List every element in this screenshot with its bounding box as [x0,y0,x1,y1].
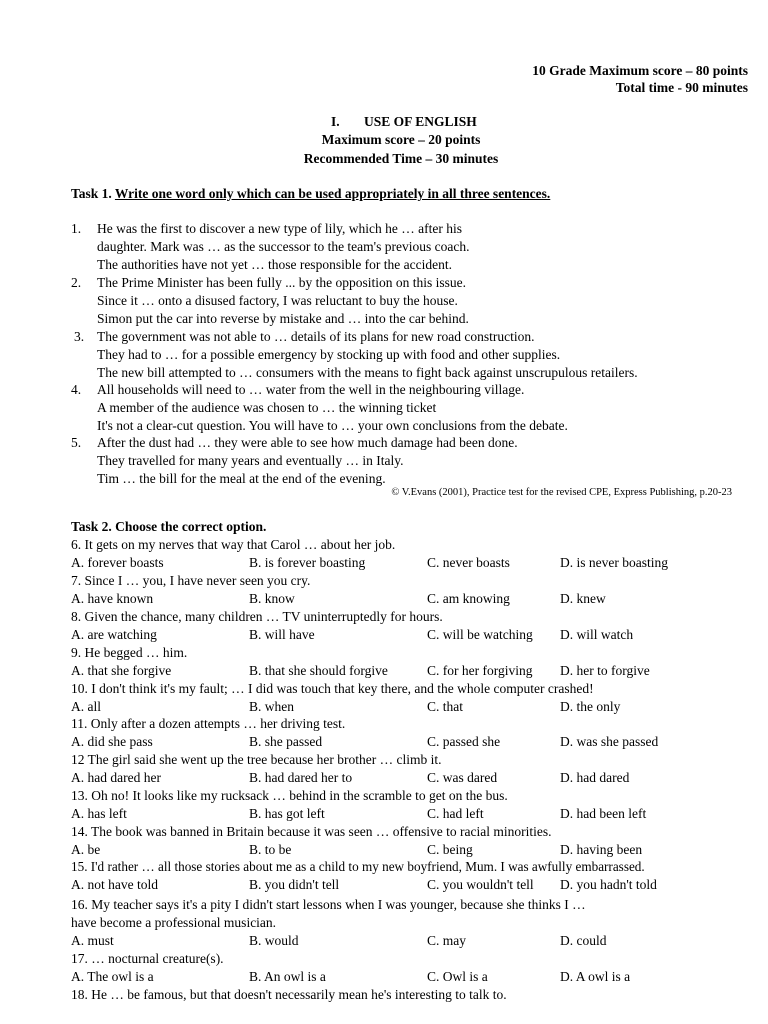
question-text: 14. The book was banned in Britain because it was seen … offensive to racial minorities. [71,824,552,839]
option-c: C. being [427,842,473,857]
question-text: 6. It gets on my nerves that way that Carol … about her job. [71,537,396,552]
section-title: USE OF ENGLISH [364,114,477,129]
section-time: Recommended Time – 30 minutes [303,151,499,166]
task1-item-line: He was the first to discover a new type of lily, which he … after his [97,221,463,236]
task1-item-number: 1. [71,221,82,236]
question-text: 17. … nocturnal creature(s). [71,951,224,966]
task1-item-line: The new bill attempted to … consumers with the means to fight back against unscrupulous retailers. [97,365,638,380]
question-text: 10. I don't think it's my fault; … I did was touch that key there, and the whole computer crashed! [71,681,594,696]
option-a: A. had dared her [71,770,161,785]
total-time-line: Total time - 90 minutes [615,80,748,95]
task1-item-line: A member of the audience was chosen to … the winning ticket [97,400,437,415]
question-text: 16. My teacher says it's a pity I didn't start lessons when I was younger, because she thinks I … [71,897,586,912]
option-c: C. may [427,933,466,948]
option-a: A. forever boasts [71,555,164,570]
option-c: C. Owl is a [427,969,488,984]
task1-item-line: After the dust had … they were able to see how much damage had been done. [97,435,518,450]
option-b: B. had dared her to [249,770,353,785]
option-b: B. would [249,933,299,948]
option-d: D. her to forgive [560,663,650,678]
option-b: B. know [249,591,295,606]
option-c: C. am knowing [427,591,510,606]
task1-item-line: Tim … the bill for the meal at the end of the evening. [97,471,386,486]
task1-item-line: Simon put the car into reverse by mistake and … into the car behind. [97,311,469,326]
option-c: C. had left [427,806,484,821]
task1-item-number: 4. [71,382,82,397]
section-max-score: Maximum score – 20 points [321,132,481,147]
option-b: B. you didn't tell [249,877,340,892]
option-b: B. when [249,699,294,714]
option-b: B. will have [249,627,315,642]
option-a: A. all [71,699,101,714]
question-text: 8. Given the chance, many children … TV uninterruptedly for hours. [71,609,443,624]
task1-item-line: Since it … onto a disused factory, I was reluctant to buy the house. [97,293,458,308]
question-text: 15. I'd rather … all those stories about me as a child to my new boyfriend, Mum. I was awfully embarrassed. [71,859,645,874]
option-d: D. the only [560,699,621,714]
grade-score-line: 10 Grade Maximum score – 80 points [532,63,748,78]
task1-item-number: 3. [74,329,85,344]
task1-item-line: The authorities have not yet … those responsible for the accident. [97,257,453,272]
task1-item-line: All households will need to … water from the well in the neighbouring village. [97,382,525,397]
option-c: C. for her forgiving [427,663,533,678]
option-d: D. had dared [560,770,630,785]
question-text: 7. Since I … you, I have never seen you cry. [71,573,311,588]
option-a: A. be [71,842,101,857]
task1-item-number: 5. [71,435,82,450]
option-c: C. that [427,699,463,714]
task1-item-number: 2. [71,275,82,290]
question-text: 18. He … be famous, but that doesn't necessarily mean he's interesting to talk to. [71,987,507,1002]
task1-item-line: The Prime Minister has been fully ... by the opposition on this issue. [97,275,466,290]
option-d: D. could [560,933,607,948]
option-a: A. did she pass [71,734,153,749]
option-d: D. will watch [560,627,634,642]
task1-item-line: The government was not able to … details of its plans for new road construction. [97,329,535,344]
option-a: A. has left [71,806,127,821]
question-text: 11. Only after a dozen attempts … her driving test. [71,716,346,731]
option-c: C. will be watching [427,627,533,642]
option-b: B. to be [249,842,292,857]
option-a: A. The owl is a [71,969,154,984]
section-numeral: I. [331,114,340,129]
option-d: D. is never boasting [560,555,668,570]
task1-instruction: Write one word only which can be used appropriately in all three sentences. [114,186,551,201]
question-text: 12 The girl said she went up the tree because her brother … climb it. [71,752,442,767]
source-credit: © V.Evans (2001), Practice test for the revised CPE, Express Publishing, p.20-23 [391,487,732,498]
question-text-continued: have become a professional musician. [71,915,277,930]
option-b: B. that she should forgive [249,663,388,678]
option-d: D. having been [560,842,643,857]
task1-label: Task 1. [71,186,112,201]
task1-item-line: It's not a clear-cut question. You will have to … your own conclusions from the debate. [97,418,568,433]
option-a: A. must [71,933,114,948]
option-d: D. you hadn't told [560,877,657,892]
option-d: D. knew [560,591,606,606]
option-a: A. are watching [71,627,157,642]
option-a: A. that she forgive [71,663,172,678]
option-d: D. A owl is a [560,969,631,984]
option-b: B. she passed [249,734,323,749]
question-text: 9. He begged … him. [71,645,188,660]
option-d: D. was she passed [560,734,659,749]
task1-item-line: They travelled for many years and eventually … in Italy. [97,453,404,468]
option-c: C. was dared [427,770,498,785]
question-text: 13. Oh no! It looks like my rucksack … behind in the scramble to get on the bus. [71,788,508,803]
task2-heading: Task 2. Choose the correct option. [71,519,267,534]
task1-heading [71,185,550,203]
option-a: A. not have told [71,877,158,892]
option-c: C. never boasts [427,555,510,570]
option-d: D. had been left [560,806,647,821]
option-c: C. you wouldn't tell [427,877,534,892]
option-c: C. passed she [427,734,501,749]
option-a: A. have known [71,591,154,606]
option-b: B. An owl is a [249,969,326,984]
option-b: B. has got left [249,806,325,821]
task1-item-line: daughter. Mark was … as the successor to the team's previous coach. [97,239,470,254]
option-b: B. is forever boasting [249,555,366,570]
task1-item-line: They had to … for a possible emergency by stocking up with food and other supplies. [97,347,561,362]
